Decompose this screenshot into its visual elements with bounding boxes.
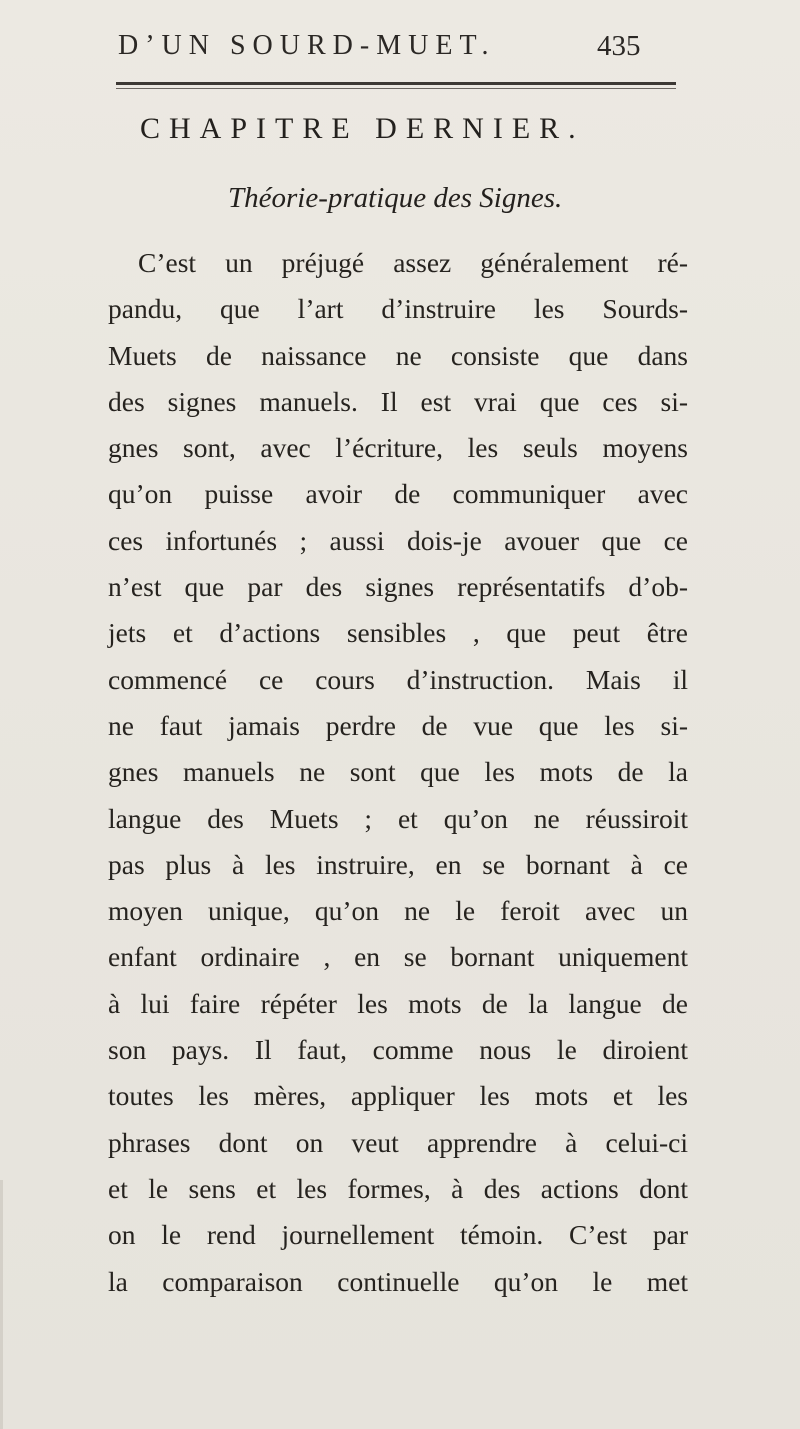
text-line: toutes les mères, appliquer les mots et les <box>108 1080 688 1112</box>
text-line: on le rend journellement témoin. C’est par <box>108 1219 688 1251</box>
text-line: moyen unique, qu’on ne le feroit avec un <box>108 895 688 927</box>
header-rule-thin <box>116 88 676 89</box>
text-line: langue des Muets ; et qu’on ne réussiroit <box>108 802 688 834</box>
text-line: pas plus à les instruire, en se bornant à ce <box>108 848 688 880</box>
chapter-title: CHAPITRE DERNIER. <box>140 112 585 145</box>
page-number: 435 <box>597 30 641 62</box>
chapter-subtitle: Théorie-pratique des Signes. <box>228 182 563 214</box>
text-line: à lui faire répéter les mots de la langue de <box>108 987 688 1019</box>
text-line: ces infortunés ; aussi dois-je avouer que ce <box>108 524 688 556</box>
running-title: D’UN SOURD-MUET. <box>118 30 496 61</box>
text-line: commencé ce cours d’instruction. Mais il <box>108 663 688 695</box>
text-line: son pays. Il faut, comme nous le diroient <box>108 1034 688 1066</box>
text-line: des signes manuels. Il est vrai que ces si- <box>108 385 688 417</box>
text-line: Muets de naissance ne consiste que dans <box>108 339 688 371</box>
text-line: pandu, que l’art d’instruire les Sourds- <box>108 293 688 325</box>
text-line: enfant ordinaire , en se bornant uniquement <box>108 941 688 973</box>
text-line: gnes sont, avec l’écriture, les seuls moyens <box>108 432 688 464</box>
text-line: phrases dont on veut apprendre à celui-ci <box>108 1126 688 1158</box>
text-line: jets et d’actions sensibles , que peut être <box>108 617 688 649</box>
body-text <box>108 240 688 1305</box>
page-edge-shadow <box>0 1180 3 1429</box>
text-line: ne faut jamais perdre de vue que les si- <box>108 709 688 741</box>
running-head <box>0 30 800 74</box>
text-line: qu’on puisse avoir de communiquer avec <box>108 478 688 510</box>
text-line: n’est que par des signes représentatifs d’ob- <box>108 571 688 603</box>
header-rule-thick <box>116 82 676 85</box>
text-line: et le sens et les formes, à des actions dont <box>108 1172 688 1204</box>
text-line: la comparaison continuelle qu’on le met <box>108 1265 688 1297</box>
text-line: C’est un préjugé assez généralement ré- <box>138 247 688 278</box>
text-line: gnes manuels ne sont que les mots de la <box>108 756 688 788</box>
